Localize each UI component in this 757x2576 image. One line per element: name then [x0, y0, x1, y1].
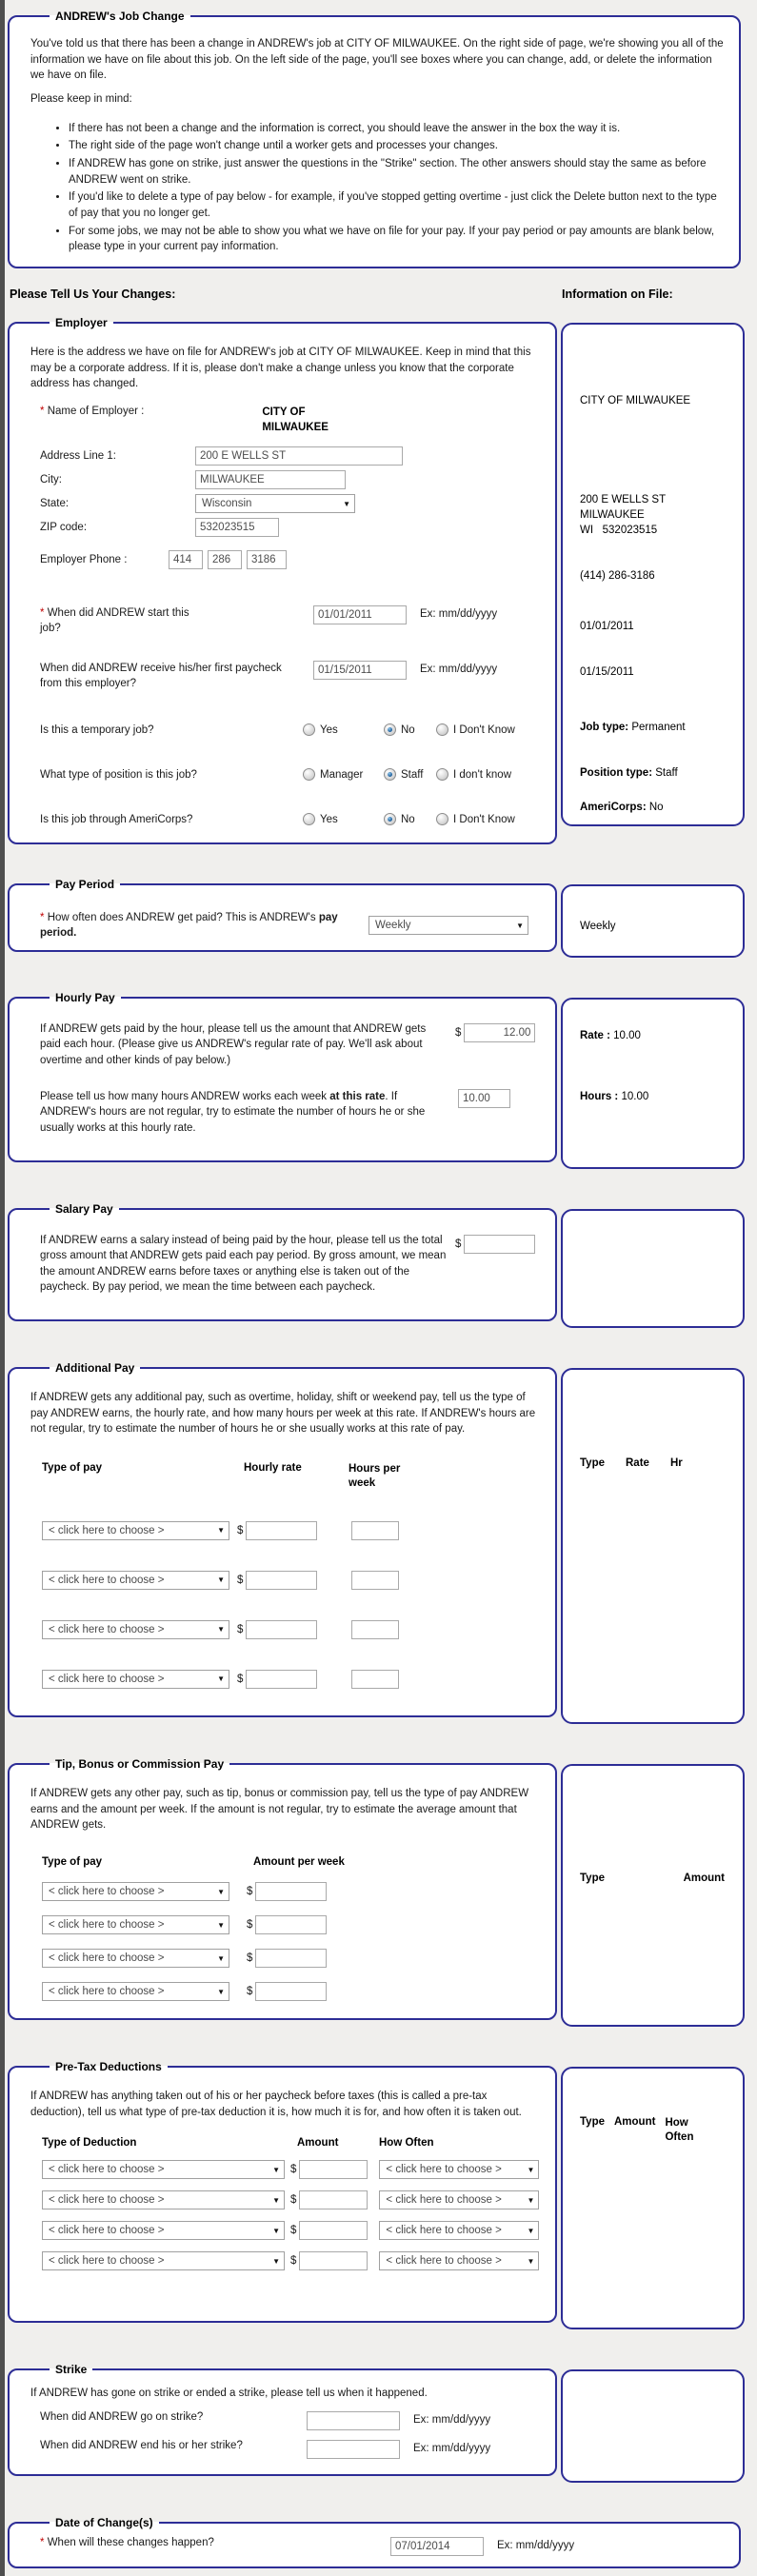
radio-button-icon[interactable] [384, 723, 396, 736]
additional-pay-type-select[interactable]: < click here to choose > ▼ [42, 1521, 229, 1540]
chevron-down-icon: ▼ [217, 1887, 225, 1896]
americorps-row [40, 813, 540, 825]
additional-pay-entry-row [42, 1571, 540, 1590]
info-rate: Rate : 10.00 [580, 1030, 641, 1042]
date-format-hint: Ex: mm/dd/yyyy [413, 2413, 491, 2426]
date-of-changes-legend: Date of Change(s) [55, 2516, 153, 2530]
salary-pay-info-on-file [561, 1209, 745, 1328]
pretax-frequency-select[interactable]: < click here to choose > ▼ [379, 2251, 539, 2270]
strike-section [8, 2363, 557, 2476]
info-additional-columns: Type Rate Hr [580, 1457, 683, 1470]
chevron-down-icon: ▼ [217, 1625, 225, 1635]
hourly-rate-header: Hourly rate [244, 1462, 302, 1475]
bullet-item: • If there has not been a change and the information is correct, you should leave the answer in the box the way it is. [69, 121, 724, 137]
dollar-sign: $ [247, 1952, 253, 1965]
bullet-item: • The right side of the page won't change until a worker gets and processes your changes. [69, 138, 724, 154]
dollar-sign: $ [455, 1238, 462, 1251]
chevron-down-icon: ▼ [527, 2195, 535, 2205]
additional-pay-text: If ANDREW gets any additional pay, such as overtime, holiday, shift or weekend pay, tell us the type of pay ANDREW earns, the hourly rate, and how many hours per week at this rate. If ANDREW's hours are not regular, try to estimate the number of hours he or she usually works at this rate of pay. [30, 1392, 536, 1436]
info-americorps: AmeriCorps: No [580, 801, 664, 813]
info-pretax-columns: Type Amount How Often [580, 2116, 694, 2143]
strike-info-on-file [561, 2369, 745, 2483]
address-line1-input[interactable] [195, 446, 403, 466]
tip-bonus-text: If ANDREW gets any other pay, such as tip, bonus or commission pay, tell us the type of pay ANDREW earns and the amount per week. If the amount is not regular, try to estimate the average amount that ANDREW gets. [30, 1788, 529, 1832]
city-row [40, 470, 540, 489]
pretax-frequency-select[interactable]: < click here to choose > ▼ [379, 2221, 539, 2240]
pretax-type-select[interactable]: < click here to choose > ▼ [42, 2190, 285, 2209]
date-format-hint: Ex: mm/dd/yyyy [420, 608, 498, 621]
phone-area-input[interactable] [169, 550, 203, 569]
info-employer-name: CITY OF MILWAUKEE [580, 395, 691, 407]
additional-pay-row [8, 1361, 745, 1724]
salary-pay-row [8, 1202, 745, 1328]
pretax-amount-input[interactable] [299, 2190, 368, 2209]
pay-period-section [8, 878, 557, 952]
info-pay-period: Weekly [580, 921, 616, 933]
pretax-amount-input[interactable] [299, 2251, 368, 2270]
pay-period-info-on-file [561, 884, 745, 958]
zip-label: ZIP code: [40, 522, 88, 534]
dollar-sign: $ [290, 2225, 297, 2237]
chevron-down-icon: ▼ [217, 1575, 225, 1585]
dollar-sign: $ [290, 2194, 297, 2207]
state-label: State: [40, 498, 70, 510]
chevron-down-icon: ▼ [343, 499, 350, 508]
radio-button-icon[interactable] [303, 723, 315, 736]
tip-type-select[interactable]: < click here to choose > ▼ [42, 1949, 229, 1968]
date-of-changes-section [8, 2516, 741, 2568]
job-change-intro-section [8, 10, 741, 268]
hours-per-week-header: Hours per week [349, 1463, 401, 1490]
strike-start-label: When did ANDREW go on strike? [40, 2410, 204, 2423]
dollar-sign: $ [290, 2164, 297, 2176]
column-headings [10, 287, 745, 301]
change-date-input[interactable] [390, 2537, 484, 2556]
additional-pay-rate-input[interactable] [246, 1571, 317, 1590]
tip-amount-input[interactable] [255, 1949, 327, 1968]
pretax-legend: Pre-Tax Deductions [55, 2060, 162, 2074]
chevron-down-icon: ▼ [217, 1920, 225, 1930]
employer-section [8, 316, 557, 844]
pay-period-question: * How often does ANDREW get paid? This is ANDREW's pay period. [40, 912, 338, 940]
date-format-hint: Ex: mm/dd/yyyy [420, 664, 498, 676]
first-paycheck-date-input[interactable] [313, 661, 407, 680]
additional-pay-table-header [42, 1462, 540, 1491]
chevron-down-icon: ▼ [272, 2195, 280, 2205]
additional-pay-legend: Additional Pay [55, 1361, 135, 1376]
hourly-rate-text: If ANDREW gets paid by the hour, please tell us the amount that ANDREW gets paid each hour. (Please give us ANDREW's regular rate of pay. We'll ask about overtime and other kinds of pay below.) [40, 1023, 427, 1066]
tip-amount-input[interactable] [255, 1882, 327, 1901]
additional-pay-type-select[interactable]: < click here to choose > ▼ [42, 1670, 229, 1689]
address-line1-row [40, 446, 540, 466]
hourly-rate-input[interactable] [464, 1023, 535, 1042]
info-employer-address: 200 E WELLS ST MILWAUKEE WI 532023515 [580, 494, 667, 537]
tip-entry-row [42, 1882, 540, 1901]
city-label: City: [40, 474, 62, 486]
hourly-hours-text: Please tell us how many hours ANDREW works each week at this rate. If ANDREW's hours are not regular, try to estimate the number of hours he or she usually works at this hourly rate. [40, 1091, 426, 1134]
position-type-row [40, 768, 540, 781]
bullet-item: • If you'd like to delete a type of pay below - for example, if you've stopped getting overtime - just click the Delete button next to the type of pay that you no longer get. [69, 189, 724, 221]
tip-amount-input[interactable] [255, 1982, 327, 2001]
dollar-sign: $ [247, 1986, 253, 1998]
temporary-job-label: Is this a temporary job? [40, 723, 154, 736]
additional-pay-info-on-file [561, 1368, 745, 1724]
dollar-sign: $ [247, 1886, 253, 1898]
employer-name-row [40, 406, 540, 435]
zip-input[interactable] [195, 518, 279, 537]
changes-heading: Please Tell Us Your Changes: [10, 287, 176, 302]
radio-button-icon[interactable] [303, 768, 315, 781]
phone-prefix-input[interactable] [208, 550, 242, 569]
pretax-amount-input[interactable] [299, 2160, 368, 2179]
chevron-down-icon: ▼ [217, 1953, 225, 1963]
dollar-sign: $ [247, 1919, 253, 1932]
info-on-file-heading: Information on File: [562, 287, 673, 302]
pretax-section [8, 2060, 557, 2323]
employer-row [8, 316, 745, 844]
tip-type-select[interactable]: < click here to choose > ▼ [42, 1982, 229, 2001]
salary-text: If ANDREW earns a salary instead of being paid by the hour, please tell us the total gross amount that ANDREW gets paid each pay period. By gross amount, we mean the amount ANDREW earns before taxes or anything else is taken out of the paycheck. By pay period, we mean the time between each paycheck. [40, 1235, 447, 1294]
type-of-deduction-header: Type of Deduction [42, 2137, 137, 2150]
pay-period-question-row [40, 910, 540, 941]
additional-pay-hours-input[interactable] [351, 1670, 399, 1689]
pretax-entry-row [42, 2221, 540, 2240]
pay-period-select[interactable]: Weekly ▼ [369, 916, 528, 935]
bullet-item: • For some jobs, we may not be able to show you what we have on file for your pay. If your pay period or pay amounts are blank below, please type in your current pay information. [69, 224, 724, 255]
position-staff-option[interactable]: Staff [384, 768, 428, 781]
city-input[interactable] [195, 470, 346, 489]
pay-period-legend: Pay Period [55, 878, 115, 892]
pretax-info-on-file [561, 2067, 745, 2329]
strike-legend: Strike [55, 2363, 88, 2377]
pretax-frequency-select[interactable]: < click here to choose > ▼ [379, 2190, 539, 2209]
dollar-sign: $ [237, 1673, 244, 1685]
radio-button-icon[interactable] [384, 768, 396, 781]
info-hours: Hours : 10.00 [580, 1091, 649, 1103]
chevron-down-icon: ▼ [272, 2256, 280, 2266]
date-of-changes-label: * When will these changes happen? [40, 2537, 214, 2549]
tip-bonus-section [8, 1757, 557, 2020]
chevron-down-icon: ▼ [527, 2165, 535, 2174]
dollar-sign: $ [237, 1574, 244, 1586]
first-paycheck-row [40, 661, 540, 691]
tip-type-select[interactable]: < click here to choose > ▼ [42, 1882, 229, 1901]
salary-amount-input[interactable] [464, 1235, 535, 1254]
tip-type-select[interactable]: < click here to choose > ▼ [42, 1915, 229, 1934]
pretax-table-header [42, 2137, 540, 2149]
chevron-down-icon: ▼ [516, 921, 524, 930]
date-format-hint: Ex: mm/dd/yyyy [413, 2442, 491, 2454]
position-type-label: What type of position is this job? [40, 768, 197, 781]
info-job-type: Job type: Permanent [580, 721, 686, 733]
additional-pay-hours-input[interactable] [351, 1521, 399, 1540]
americorps-no-option[interactable]: No [384, 813, 428, 825]
info-employer-phone: (414) 286-3186 [580, 570, 655, 583]
hourly-pay-info-on-file [561, 998, 745, 1169]
pretax-text: If ANDREW has anything taken out of his or her paycheck before taxes (this is called a pre-tax deduction), tell us what type of pre-tax deduction it is, how much it is for, and how often it is taken out. [30, 2091, 522, 2118]
temporary-yes-option[interactable]: Yes [303, 723, 384, 736]
zip-row [40, 518, 540, 537]
tip-bonus-row [8, 1757, 745, 2027]
salary-question-row [40, 1233, 540, 1295]
tip-bonus-info-on-file [561, 1764, 745, 2027]
radio-button-icon[interactable] [436, 813, 448, 825]
pretax-type-select[interactable]: < click here to choose > ▼ [42, 2221, 285, 2240]
strike-end-row [40, 2440, 540, 2459]
phone-line-input[interactable] [247, 550, 287, 569]
additional-pay-hours-input[interactable] [351, 1620, 399, 1639]
bullet-item: • If ANDREW has gone on strike, just answer the questions in the "Strike" section. The other answers should stay the same as before ANDREW went on strike. [69, 156, 724, 188]
pretax-type-select[interactable]: < click here to choose > ▼ [42, 2160, 285, 2179]
dollar-sign: $ [237, 1623, 244, 1635]
address-line1-label: Address Line 1: [40, 450, 116, 463]
chevron-down-icon: ▼ [217, 1526, 225, 1536]
amount-per-week-header: Amount per week [253, 1856, 345, 1869]
americorps-yes-option[interactable]: Yes [303, 813, 384, 825]
employer-phone-row [40, 550, 540, 569]
hourly-pay-section [8, 991, 557, 1162]
state-select[interactable]: Wisconsin ▼ [195, 494, 355, 513]
additional-pay-hours-input[interactable] [351, 1571, 399, 1590]
date-of-changes-question-row [40, 2537, 724, 2556]
chevron-down-icon: ▼ [272, 2226, 280, 2235]
additional-pay-type-select[interactable]: < click here to choose > ▼ [42, 1620, 229, 1639]
salary-pay-section [8, 1202, 557, 1321]
job-start-date-input[interactable] [313, 605, 407, 624]
tip-amount-input[interactable] [255, 1915, 327, 1934]
additional-pay-type-select[interactable]: < click here to choose > ▼ [42, 1571, 229, 1590]
pretax-type-select[interactable]: < click here to choose > ▼ [42, 2251, 285, 2270]
pay-period-row [8, 878, 745, 958]
type-of-pay-header: Type of pay [42, 1462, 103, 1475]
type-of-pay-header: Type of pay [42, 1856, 103, 1869]
employer-legend: Employer [55, 316, 108, 330]
employer-intro: Here is the address we have on file for ANDREW's job at CITY OF MILWAUKEE. Keep in mind that this may be a corporate address. If it is, please don't make a change unless you know that the corporate address has changed. [30, 347, 531, 390]
pretax-amount-input[interactable] [299, 2221, 368, 2240]
additional-pay-entry-row [42, 1620, 540, 1639]
additional-pay-rate-input[interactable] [246, 1620, 317, 1639]
info-first-paycheck: 01/15/2011 [580, 665, 634, 678]
amount-header: Amount [297, 2137, 339, 2150]
pretax-entry-row [42, 2251, 540, 2270]
hourly-hours-question-row [40, 1089, 540, 1136]
keep-in-mind-list [30, 121, 724, 255]
employer-info-on-file [561, 323, 745, 826]
chevron-down-icon: ▼ [527, 2256, 535, 2266]
first-paycheck-label: When did ANDREW receive his/her first paycheck from this employer? [40, 663, 282, 690]
americorps-label: Is this job through AmeriCorps? [40, 813, 193, 825]
info-position-type: Position type: Staff [580, 766, 678, 779]
strike-end-label: When did ANDREW end his or her strike? [40, 2439, 243, 2451]
employer-name-label: * Name of Employer : [40, 406, 145, 418]
employer-name-value: CITY OF MILWAUKEE [262, 406, 329, 433]
strike-text: If ANDREW has gone on strike or ended a strike, please tell us when it happened. [30, 2388, 428, 2400]
temporary-no-option[interactable]: No [384, 723, 428, 736]
hourly-hours-input[interactable] [458, 1089, 510, 1108]
additional-pay-rate-input[interactable] [246, 1670, 317, 1689]
hourly-pay-legend: Hourly Pay [55, 991, 115, 1005]
chevron-down-icon: ▼ [217, 1674, 225, 1684]
state-row [40, 494, 540, 513]
tip-table-header [42, 1856, 540, 1868]
hourly-rate-question-row [40, 1021, 540, 1068]
job-change-page [8, 0, 745, 2576]
date-format-hint: Ex: mm/dd/yyyy [497, 2540, 575, 2552]
chevron-down-icon: ▼ [527, 2226, 535, 2235]
strike-row [8, 2363, 745, 2483]
how-often-header: How Often [379, 2137, 434, 2150]
info-start-date: 01/01/2011 [580, 620, 634, 632]
position-dontknow-option[interactable]: I don't know [436, 768, 511, 781]
position-manager-option[interactable]: Manager [303, 768, 384, 781]
radio-button-icon[interactable] [303, 813, 315, 825]
radio-button-icon[interactable] [384, 813, 396, 825]
salary-pay-legend: Salary Pay [55, 1202, 113, 1217]
additional-pay-rate-input[interactable] [246, 1521, 317, 1540]
radio-button-icon[interactable] [436, 723, 448, 736]
americorps-dontknow-option[interactable]: I Don't Know [436, 813, 515, 825]
additional-pay-entry-row [42, 1670, 540, 1689]
info-tip-columns: Type Amount [580, 1873, 725, 1885]
additional-pay-section [8, 1361, 557, 1717]
dollar-sign: $ [455, 1027, 462, 1040]
tip-bonus-legend: Tip, Bonus or Commission Pay [55, 1757, 225, 1772]
keep-in-mind-text: Please keep in mind: [30, 93, 132, 106]
temporary-dontknow-option[interactable]: I Don't Know [436, 723, 515, 736]
chevron-down-icon: ▼ [272, 2165, 280, 2174]
intro-paragraph: You've told us that there has been a change in ANDREW's job at CITY OF MILWAUKEE. On the right side of page, we're showing you all of the information we have on file about this job. On the left side of the page, you'll see boxes where you can change, add, or delete the information we have on file. [30, 38, 724, 82]
employer-phone-label: Employer Phone : [40, 554, 128, 566]
strike-start-date-input[interactable] [307, 2411, 400, 2430]
strike-start-row [40, 2411, 540, 2430]
tip-entry-row [42, 1982, 540, 2001]
chevron-down-icon: ▼ [217, 1987, 225, 1996]
pretax-entry-row [42, 2190, 540, 2209]
hourly-pay-row [8, 991, 745, 1169]
dollar-sign: $ [237, 1524, 244, 1536]
pretax-frequency-select[interactable]: < click here to choose > ▼ [379, 2160, 539, 2179]
dollar-sign: $ [290, 2255, 297, 2268]
pretax-entry-row [42, 2160, 540, 2179]
temporary-job-row [40, 723, 540, 736]
tip-entry-row [42, 1949, 540, 1968]
strike-end-date-input[interactable] [307, 2440, 400, 2459]
page-title: ANDREW's Job Change [55, 10, 185, 23]
additional-pay-entry-row [42, 1521, 540, 1540]
job-start-row [40, 605, 540, 636]
tip-entry-row [42, 1915, 540, 1934]
pretax-row [8, 2060, 745, 2329]
job-start-label: * When did ANDREW start this job? [40, 607, 189, 635]
radio-button-icon[interactable] [436, 768, 448, 781]
